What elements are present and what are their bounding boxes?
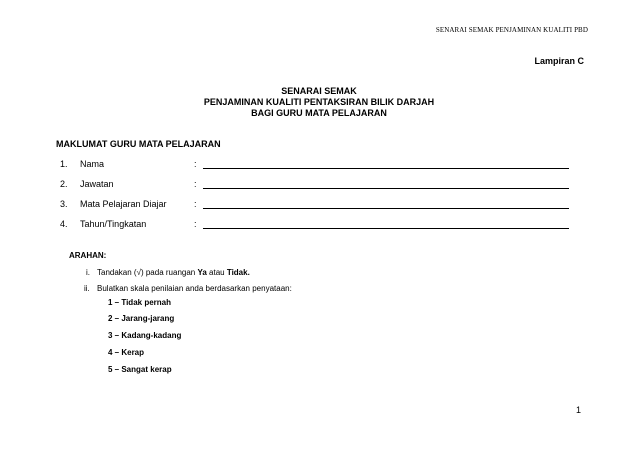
- field-colon: :: [194, 179, 197, 189]
- scale-option-2: 2 – Jarang-jarang: [108, 314, 175, 323]
- tahun-tingkatan-input-line[interactable]: [203, 228, 569, 229]
- field-label-mata-pelajaran: Mata Pelajaran Diajar: [80, 199, 167, 209]
- field-label-tahun-tingkatan: Tahun/Tingkatan: [80, 219, 147, 229]
- instruction-item-2: Bulatkan skala penilaian anda berdasarkan penyataan:: [97, 284, 292, 293]
- field-colon: :: [194, 159, 197, 169]
- field-number: 4.: [60, 219, 68, 229]
- scale-option-4: 4 – Kerap: [108, 348, 145, 357]
- mata-pelajaran-input-line[interactable]: [203, 208, 569, 209]
- scale-option-3: 3 – Kadang-kadang: [108, 331, 182, 340]
- field-colon: :: [194, 219, 197, 229]
- appendix-label: Lampiran C: [534, 56, 584, 66]
- jawatan-input-line[interactable]: [203, 188, 569, 189]
- instruction-item-1: Tandakan (√) pada ruangan Ya atau Tidak.: [97, 268, 250, 277]
- running-header: SENARAI SEMAK PENJAMINAN KUALITI PBD: [435, 26, 588, 34]
- field-label-jawatan: Jawatan: [80, 179, 114, 189]
- field-colon: :: [194, 199, 197, 209]
- section-heading: MAKLUMAT GURU MATA PELAJARAN: [56, 139, 221, 149]
- document-title-line-1: SENARAI SEMAK: [281, 86, 357, 96]
- instruction-number: ii.: [84, 284, 90, 293]
- scale-option-5: 5 – Sangat kerap: [108, 365, 172, 374]
- document-title-line-2: PENJAMINAN KUALITI PENTAKSIRAN BILIK DARJAH: [203, 97, 435, 107]
- field-label-nama: Nama: [80, 159, 105, 169]
- page-number: 1: [575, 405, 581, 415]
- field-number: 3.: [60, 199, 68, 209]
- field-number: 2.: [60, 179, 68, 189]
- instruction-number: i.: [86, 268, 90, 277]
- field-number: 1.: [60, 159, 68, 169]
- instructions-heading: ARAHAN:: [69, 251, 107, 260]
- scale-option-1: 1 – Tidak pernah: [108, 298, 171, 307]
- document-title-line-3: BAGI GURU MATA PELAJARAN: [251, 108, 387, 118]
- nama-input-line[interactable]: [203, 168, 569, 169]
